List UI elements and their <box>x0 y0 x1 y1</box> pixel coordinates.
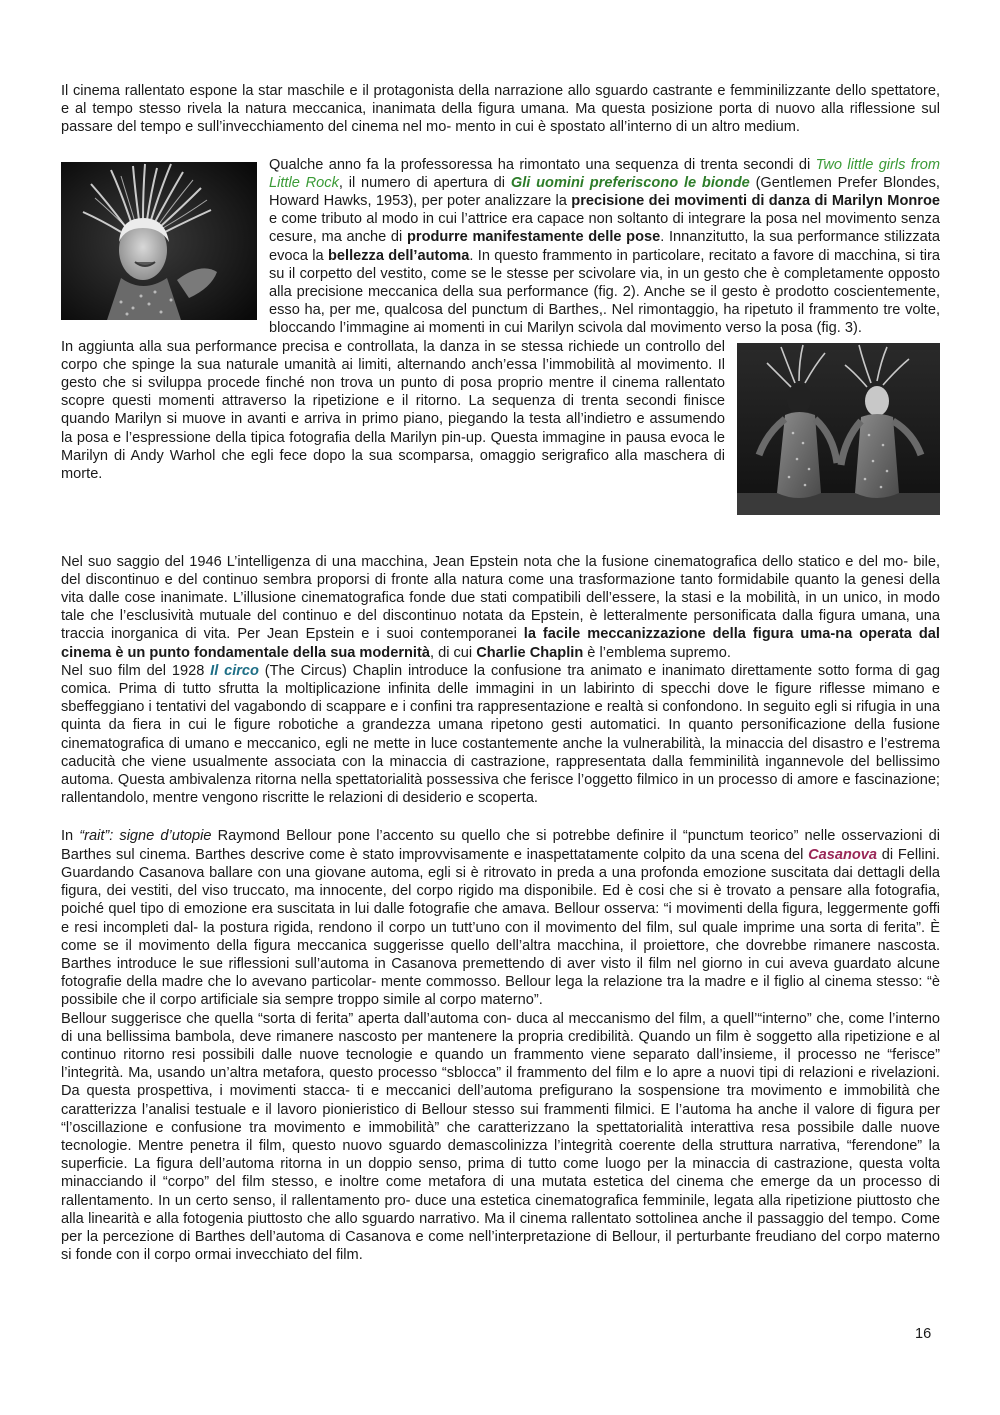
paragraph-2-text-2: , il numero di apertura di <box>338 174 511 191</box>
figure-marilyn-headdress-photo <box>61 162 257 320</box>
paragraph-4-text-1: Nel suo saggio del 1946 L’intelligenza di una macchina, Jean Epstein nota che la fusione cinematografica dello statico e del mo- bile, del discontinuo e del continuo sembra proporsi di fronte alla natura come una trasformazione tanto formidabile quanto la genesi della vita dalle cose inanimate. L’illusione cinematografica fonde due stati compatibili dell’essere, la stasi e la mobilità, in un unico, in modo tale che l’esclusività mutuale del continuo e del discontinuo notata da Epstein, è letteralmente personificata dalla figura umana, una traccia inorganica di vita. Per Jean Epstein e i suoi contemporanei <box>61 553 940 643</box>
paragraph-6-text-2: Raymond Bellour pone l’accento su quello che si potrebbe definire il “punctum teorico” nelle osservazioni di Barthes sul cinema. Barthes descrive come è stato improvvisamente e inaspettatamente colpito da una scena del <box>61 828 940 863</box>
paragraph-2-text-4: e come tributo al modo in cui l’attrice era capace non soltanto di integrare la posa nel movimento senza cesure, ma anche di <box>269 211 940 246</box>
marilyn-headdress-image <box>61 162 257 320</box>
dancers-sequin-dress-image <box>737 343 940 515</box>
paragraph-6-text-3: di Fellini. Guardando Casanova ballare con una giovane automa, egli si è ritrovato in preda a una profonda emozione suscitata dai dettagli della figura, dei vestiti, del viso truccato, ma innocente, del corpo rigido ma disponibile. Ed è cosi che si è trovato a pensare alla fotografia, poiché quel tipo di emozione era suscitata in lui dalle fotografie che amava. Bellour osserva: “i movimenti della figura, leggermente goffi e resi incompleti dal- la postura rigida, rendono il corpo un tutt’uno con il movimento del film, sul quale imprime una sorta di ferita”. È come se il movimento della figura meccanica suggerisse quello dell’altra macchina, il proiettore, che dovrebbe rimanere nascosta. Barthes introduce le sue riflessioni sull’automa in Casanova premettendo di aver visto il film nel giorno in cui aveva guardato alcune fotografie della madre che lo avevano particolar- mente commosso. Bellour lega la relazione tra la madre e il figlio al cinema stesso: “è possibile che il corpo artificiale sia sempre troppo simile al corpo materno”. <box>61 846 940 1009</box>
bold-charlie-chaplin: Charlie Chaplin <box>476 644 584 661</box>
bold-meccanizzazione-figura: la facile meccanizzazione della figura uma-na operata dal cinema è un punto fondamentale della sua modernità <box>61 626 940 661</box>
paragraph-5-text-2: (The Circus) Chaplin introduce la confusione tra animato e inanimato direttamente sotto forma di gag comica. Prima di tutto sfrutta la moltiplicazione infinita delle immagini in un labirinto di specchi dove le figure riflesse mimano e sbeffeggiano i tentativi del vagabondo di scappare e i confini tra rappresentazione e realtà si confondono. In seguito egli si rifugia in una quinta da fiera in cui le figure robotiche a grandezza umana ripetono gesti automatici. In quanto personificazione della fusione cinematografica di umano e meccanico, egli ne mette in luce costantemente anche la vulnerabilità, la minaccia del disastro e l’estrema caducità che viene usualmente associata con la minaccia di castrazione, rappresentata dalla femminilità ingannevole del bellissimo automa. Questa ambivalenza ritorna nella spettatorialità possessiva che ferisce l’oggetto filmico in un processo di amore e fascinazione; rallentandolo, mentre vengono riscritte le relazioni di desiderio e scoperta. <box>61 662 941 807</box>
paragraph-2-text-5: . Innanzitutto, la sua performance stilizzata evoca la <box>269 229 940 264</box>
italic-rait-signe-utopie: “rait”: signe d’utopie <box>79 828 212 845</box>
paragraph-6-text-1: In <box>61 828 80 845</box>
paragraph-7: Bellour suggerisce che quella “sorta di ferita” aperta dall’automa con- duca al meccanismo del film, a quell’“interno” che, come l’interno di una bellissima bambola, deve rimanere nascosto per mantenere la propria credibilità. Quando un film è soggetto alla ripetizione e al continuo ritorno resi possibili dalle nuove tecnologie e quando un frammento viene separato dall’insieme, il processo ne “ferisce” l’integrità. Ma, usando un’altra metafora, questo processo “sblocca” il frammento del film e lo apre a nuovi tipi di relazioni e rivelazioni. Da questa prospettiva, i movimenti stacca- ti e meccanici dell’automa prefigurano la sospensione tra movimento e immobilità che caratterizza l’analisi testuale e il lavoro pionieristico di Bellour stesso sui frammenti filmici. E l’automa ha anche il valore di figura per “l’oscillazione e confusione tra movimento e immobilità” che caratterizzano la spettatorialità interattiva resa possibile dalle nuove tecnologie. Mentre penetra il film, questo nuovo sguardo demascolinizza l’integrità coerente della struttura narrativa, “ferendone” la superficie. La figura dell’automa ritorna in un doppio senso, prima di tutto come luogo per la minaccia di castrazione, questa volta minacciando il “corpo” del film stesso, e inoltre come metafora di una mutata estetica del cinema che emerge da un processo di rallentamento. In un certo senso, il rallentamento pro- duce una estetica cinematografica femminile, legata alla ripetizione piuttosto che alla linearità e alla fotogenia piuttosto che allo sguardo narrativo. Ma il cinema rallentato sottolinea anche il passaggio del tempo. Come per la percezione di Barthes dell’automa di Casanova e come nell’interpretazione di Bellour, il perturbante freudiano del corpo materno si fonde con il corpo ormai invecchiato del film. <box>61 1010 940 1264</box>
page-number: 16 <box>915 1326 932 1342</box>
paragraph-4 <box>61 553 940 662</box>
figure-marilyn-dancers-photo <box>737 343 940 515</box>
bold-precisione-movimenti: precisione dei movimenti di danza di Marilyn Monroe <box>571 193 940 210</box>
bold-bellezza-automa: bellezza dell’automa <box>327 247 470 264</box>
paragraph-2-text-6: . In questo frammento in particolare, recitato a favore di macchina, si tira su il corpetto del vestito, come se le stesse per scivolare via, in un gesto che è completamente opposto alla precisione meccanica della sua performance (fig. 2). Anche se il gesto è prodotto coscientemente, esso ha, per me, qualcosa del punctum di Barthes,. Nel rimontaggio, ha ripetuto il frammento tre volte, bloccando l’immagine ai momenti in cui Marilyn scivola dal movimento verso la posa (fig. 3). <box>269 247 940 337</box>
paragraph-6 <box>61 827 940 1009</box>
paragraph-4-text-3: è l’emblema supremo. <box>583 644 731 661</box>
film-title-gli-uomini-preferiscono-le-bionde: Gli uomini preferiscono le bionde <box>510 174 750 191</box>
paragraph-5 <box>61 662 940 808</box>
film-title-il-circo: Il circo <box>210 662 259 679</box>
paragraph-3: In aggiunta alla sua performance precisa e controllata, la danza in se stessa richiede un controllo del corpo che spinge la sua naturale umanità ai limiti, alternando anch’essa l’immobilità al movimento. Il gesto che si sviluppa procede finché non trova un punto di posa proprio mentre il cinema rallentato scopre questi momenti attraverso la ripetizione e il ritorno. La sequenza di trenta secondi finisce quando Marilyn si muove in avanti e arriva in primo piano, piegando la testa all’indietro e assumendo la posa e l’espressione della tipica fotografia della Marilyn pin-up. Questa immagine in pausa evoca le Marilyn di Andy Warhol che egli fece dopo la sua scomparsa, omaggio serigrafico alla maschera di morte. <box>61 338 725 483</box>
paragraph-1: Il cinema rallentato espone la star maschile e il protagonista della narrazione allo sguardo castrante e femminilizzante dello spettatore, e al tempo stesso rivela la natura meccanica, inanimata della figura umana. Ma questa posizione porta di nuovo alla riflessione sul passare del tempo e sull’invecchiamento del cinema nel mo- mento in cui è spostato all’interno di un altro medium. <box>61 83 940 136</box>
paragraph-2-text-1: Qualche anno fa la professoressa ha rimontato una sequenza di trenta secondi di <box>269 156 816 173</box>
song-title-two-little-girls: Two little girls from Little Rock <box>269 156 940 191</box>
document-body <box>61 82 940 1264</box>
film-title-casanova: Casanova <box>808 846 878 863</box>
bold-produrre-pose: produrre manifestamente delle pose <box>406 229 661 246</box>
paragraph-5-text-1: Nel suo film del 1928 <box>61 662 211 679</box>
paragraph-2-text-3: (Gentlemen Prefer Blondes, Howard Hawks, 1953), per poter analizzare la <box>269 174 940 210</box>
paragraph-4-text-2: , di cui <box>429 644 477 661</box>
